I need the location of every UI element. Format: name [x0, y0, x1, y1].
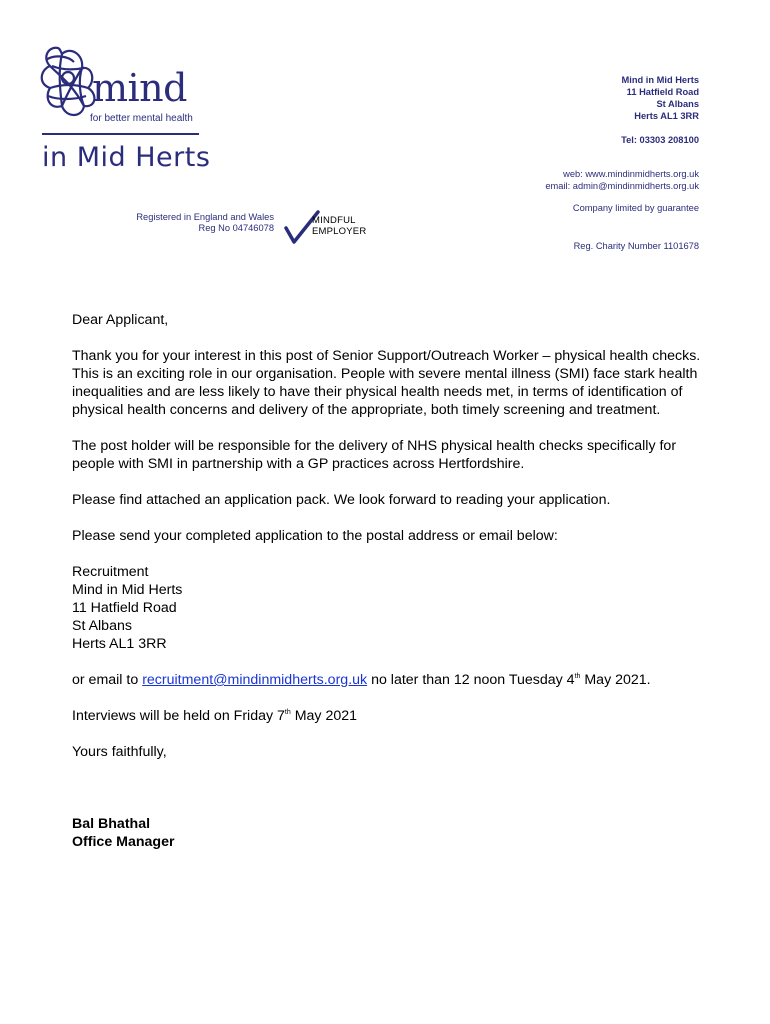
registration-line1: Registered in England and Wales: [136, 212, 274, 222]
logo-divider: [42, 133, 199, 135]
org-email: email: admin@mindinmidherts.org.uk: [545, 181, 699, 191]
salutation: Dear Applicant,: [72, 312, 169, 328]
org-address-line3: Herts AL1 3RR: [634, 111, 699, 121]
address-line: 11 Hatfield Road: [72, 600, 177, 616]
org-address-line1: 11 Hatfield Road: [626, 87, 699, 97]
knot-emblem-icon: [38, 40, 98, 132]
closing: Yours faithfully,: [72, 744, 167, 760]
paragraph-intro: Thank you for your interest in this post of Senior Support/Outreach Worker – physical health checks. This is an exciting role in our organisation. People with severe mental illness (SMI) face stark health inequalities and are less likely to have their physical health needs met, in terms of identification of physical health concerns and delivery of the appropriate, both timely screening and treatment.: [72, 348, 701, 418]
mindful-employer-line1: MINDFUL: [312, 215, 356, 226]
org-company-status: Company limited by guarantee: [572, 203, 699, 213]
deadline-ordinal: th: [574, 673, 581, 680]
mind-logo: [38, 40, 211, 180]
address-line: St Albans: [72, 618, 132, 634]
mindful-employer-line2: EMPLOYER: [312, 226, 367, 237]
address-line: Recruitment: [72, 564, 149, 580]
paragraph-email-deadline: [72, 671, 722, 689]
org-charity-number: Reg. Charity Number 1101678: [573, 241, 699, 251]
registration-number: Reg No 04746078: [198, 223, 274, 233]
paragraph-responsibilities: The post holder will be responsible for the delivery of NHS physical health checks specifically for people with SMI in partnership with a GP practices across Hertfordshire.: [72, 438, 677, 472]
org-contact-block: [545, 74, 699, 252]
logo-wordmark: mind: [92, 66, 187, 110]
org-telephone: Tel: 03303 208100: [621, 135, 699, 145]
org-website: web: www.mindinmidherts.org.uk: [563, 169, 699, 179]
email-prefix: or email to: [72, 672, 143, 688]
mindful-employer-text: [312, 215, 366, 237]
logo-tagline: for better mental health: [90, 113, 193, 124]
paragraph-interviews: [72, 707, 722, 725]
org-name: Mind in Mid Herts: [621, 75, 699, 85]
address-line: Herts AL1 3RR: [72, 636, 167, 652]
org-address-line2: St Albans: [656, 99, 699, 109]
interviews-text: Interviews will be held on Friday 7: [72, 708, 285, 724]
recruitment-email-link[interactable]: recruitment@mindinmidherts.org.uk: [142, 672, 368, 688]
paragraph-send-instructions: Please send your completed application to the postal address or email below:: [72, 528, 558, 544]
interviews-month: May 2021: [290, 708, 358, 724]
letter-body: [72, 311, 722, 851]
logo-subtitle: in Mid Herts: [42, 142, 211, 173]
signatory-name: Bal Bhathal: [72, 816, 151, 832]
paragraph-application-pack: Please find attached an application pack. We look forward to reading your application.: [72, 492, 611, 508]
signature-block: [72, 815, 722, 851]
signatory-title: Office Manager: [72, 834, 175, 850]
postal-address: [72, 563, 722, 653]
mindful-employer-logo: [284, 210, 367, 246]
address-line: Mind in Mid Herts: [72, 582, 183, 598]
deadline-month: May 2021.: [580, 672, 651, 688]
interviews-ordinal: th: [284, 709, 291, 716]
registration-block: [136, 212, 274, 234]
deadline-text: no later than 12 noon Tuesday 4: [367, 672, 575, 688]
